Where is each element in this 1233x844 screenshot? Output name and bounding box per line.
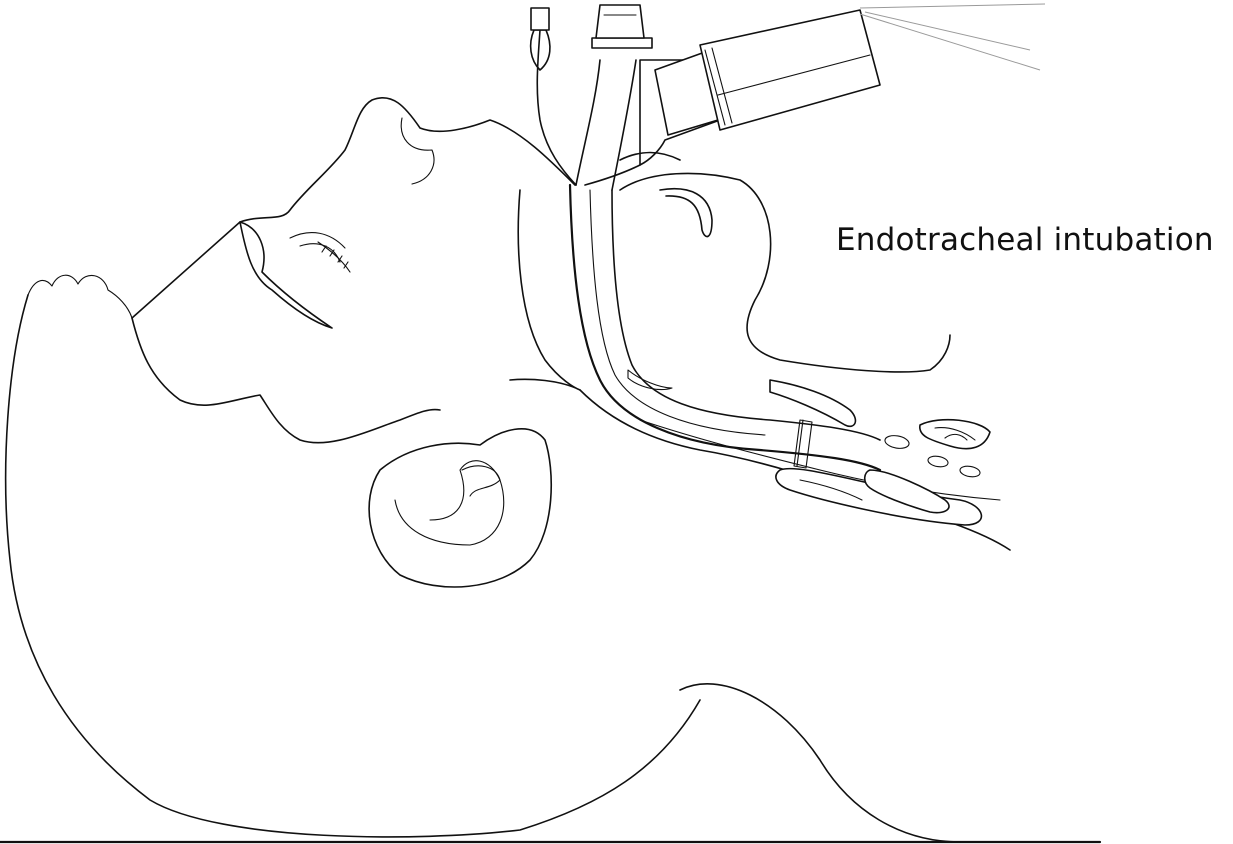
nostril [401, 118, 434, 184]
tube-connector [596, 5, 644, 38]
tube-marker-band [794, 420, 812, 468]
tube-upper-right [612, 60, 636, 190]
esophagus-wall [770, 380, 855, 426]
figure-caption: Endotracheal intubation [836, 222, 1214, 258]
hair-edge [28, 275, 132, 318]
jaw-line [132, 318, 440, 443]
handle-shine-3 [860, 4, 1045, 8]
tube-connector-collar [592, 38, 652, 48]
tracheal-ring-3 [960, 466, 980, 477]
face-profile [132, 98, 575, 318]
tracheal-ring-2 [928, 456, 948, 467]
eyelid [318, 242, 350, 272]
pilot-line [537, 30, 576, 185]
blade-curve [585, 153, 680, 186]
lips [240, 222, 332, 328]
pilot-valve [531, 8, 549, 30]
epiglottis [660, 189, 712, 237]
laryngoscope-handle [700, 10, 880, 130]
et-tube-center-line [590, 190, 765, 435]
handle-shine-1 [860, 14, 1040, 70]
handle-shine-2 [865, 12, 1030, 50]
shoulder-outline [680, 684, 960, 842]
oral-cavity [510, 190, 580, 390]
tongue [620, 173, 950, 372]
mouth-crease [290, 233, 345, 262]
head-outline [6, 295, 700, 837]
tube-upper-left [576, 60, 600, 185]
tracheal-ring-1 [885, 436, 909, 449]
